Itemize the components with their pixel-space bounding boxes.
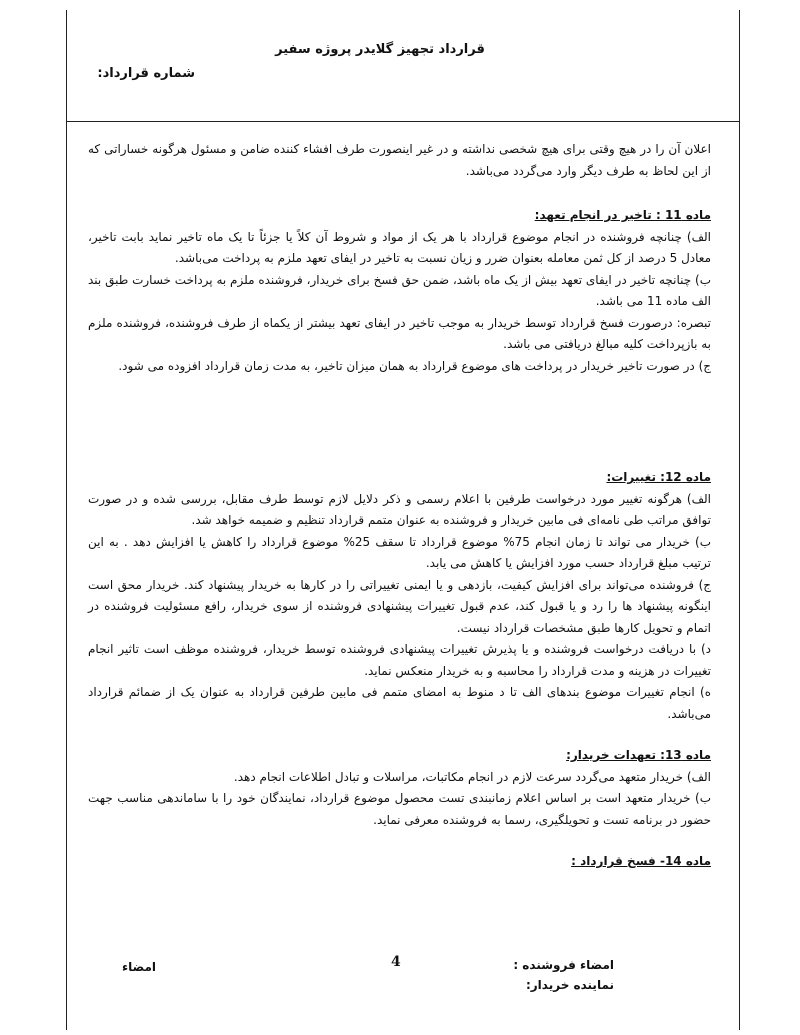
article-12-clause-c: ج) فروشنده می‌تواند برای افزایش کیفیت، بازدهی و یا ایمنی تغییراتی را در کارها به خریدار پیشنهاد کند. خریدار محق است اینگونه پیشنهاد ها را رد و یا قبول کند، عدم قبول تغییرات پیشنهادی فروشنده از سوی خریدار، رافع مسئولیت فروشنده در اتمام و تحویل کارها طبق مشخصات قرارداد نیست. xyxy=(88,577,711,635)
intro-paragraph: اعلان آن را در هیچ وقتی برای هیچ شخصی نداشته و در غیر اینصورت طرف افشاء کننده ضامن و مسئول هرگونه خساراتی که از این لحاظ به طرف دیگر وارد می‌گردد می‌باشد. xyxy=(88,142,711,178)
article-12-heading: ماده 12: تغییرات: xyxy=(606,470,711,484)
header-divider xyxy=(66,121,739,122)
article-12-clause-d: د) با دریافت درخواست فروشنده و یا پذیرش تغییرات پیشنهادی فروشنده توسط خریدار، فروشنده موظف است تاثیر انجام تغییرات در هزینه و مدت قرارداد را محاسبه و به خریدار منعکس نماید. xyxy=(88,642,711,678)
contract-number-label: شماره قرارداد: xyxy=(97,66,195,81)
page-border-left xyxy=(66,10,67,1030)
article-14-heading: ماده 14- فسخ قرارداد : xyxy=(571,854,711,868)
document-body xyxy=(88,139,711,873)
article-12-clause-b: ب) خریدار می تواند تا زمان انجام 75% موضوع قرارداد تا سقف 25% موضوع قرارداد را کاهش یا افزایش دهد . به این ترتیب مبلغ قرارداد حسب مورد افزایش یا کاهش می یابد. xyxy=(88,534,712,570)
article-11-heading: ماده 11 : تاخیر در انجام تعهد: xyxy=(534,208,711,222)
article-11-clause-a: الف) چنانچه فروشنده در انجام موضوع قرارداد با هر یک از مواد و شروط آن کلاً یا جزئاً تا یک ماه تاخیر نماید بابت تاخیر، معادل 5 درصد از کل ثمن معامله بعنوان ضرر و زیان نسبت به تاخیر در ایفای تعهد ملزم به پرداخت می‌باشد. xyxy=(88,229,711,265)
article-12-clause-a: الف) هرگونه تغییر مورد درخواست طرفین با اعلام رسمی و ذکر دلایل لازم توسط طرف مقابل، بررسی شده و در صورت توافق مراتب طی نامه‌ای فی مابین خریدار و فروشنده به عنوان متمم قرارداد تنظیم و ضمیمه خواهد شد. xyxy=(88,491,711,527)
page-border-right xyxy=(739,10,740,1030)
article-13-clause-b: ب) خریدار متعهد است بر اساس اعلام زمانبندی تست محصول موضوع قرارداد، نمایندگان خود را با ساماندهی مناسب جهت حضور در برنامه تست و تحویلگیری، رسما به فروشنده معرفی نماید. xyxy=(88,791,711,827)
document-title: قرارداد تجهیز گلایدر پروژه سفیر xyxy=(275,42,485,57)
signature-label: امضاء xyxy=(122,960,157,974)
article-13-heading: ماده 13: تعهدات خریدار: xyxy=(566,748,711,762)
article-13-clause-a: الف) خریدار متعهد می‌گردد سرعت لازم در انجام مکاتبات، مراسلات و تبادل اطلاعات انجام دهد. xyxy=(233,769,711,784)
buyer-representative-label: نماینده خریدار: xyxy=(525,978,614,992)
article-11-note: تبصره: درصورت فسخ قرارداد توسط خریدار به موجب تاخیر در ایفای تعهد بیشتر از یکماه از طرف فروشنده، فروشنده ملزم به بازپرداخت کلیه مبالغ دریافتی می باشد. xyxy=(88,315,711,351)
page-number: 4 xyxy=(391,954,401,970)
seller-signature-label: امضاء فروشنده : xyxy=(513,958,614,972)
article-11-clause-c: ج) در صورت تاخیر خریدار در پرداخت های موضوع قرارداد به همان میزان تاخیر، به مدت زمان قرارداد افزوده می شود. xyxy=(118,358,711,373)
article-12-clause-e: ه) انجام تغییرات موضوع بندهای الف تا د منوط به امضای متمم فی مابین طرفین قرارداد به عنوان یک از ضمائم قرارداد می‌باشد. xyxy=(88,685,711,721)
article-11-clause-b: ب) چنانچه تاخیر در ایفای تعهد بیش از یک ماه باشد، ضمن حق فسخ برای خریدار، فروشنده ملزم به پرداخت خسارت طبق بند الف ماده 11 می باشد. xyxy=(88,272,711,308)
